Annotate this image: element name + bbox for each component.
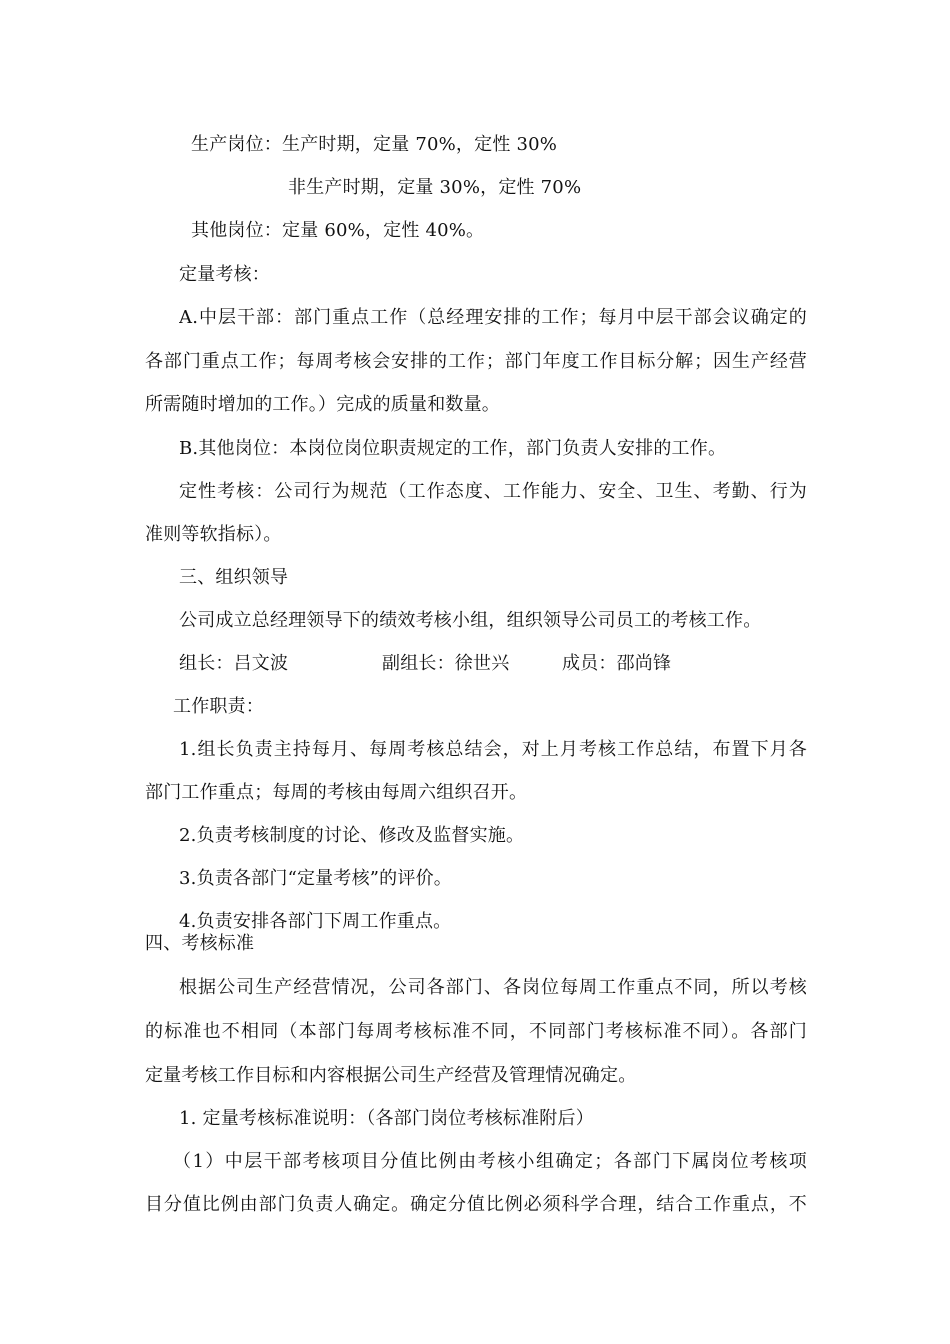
paragraph-line: 所需随时增加的工作。）完成的质量和数量。 <box>145 394 500 415</box>
paragraph-line: 定量考核工作目标和内容根据公司生产经营及管理情况确定。 <box>145 1065 637 1086</box>
section-heading: 四、考核标准 <box>145 933 255 954</box>
section-heading: 三、组织领导 <box>179 567 289 588</box>
paragraph-line: 部门工作重点；每周的考核由每周六组织召开。 <box>145 782 528 803</box>
paragraph-line: 的标准也不相同（本部门每周考核标准不同，不同部门考核标准不同）。各部门 <box>145 1021 807 1042</box>
other-post-ratio: 其他岗位：定量 60%，定性 40%。 <box>191 220 485 241</box>
duties-heading: 工作职责： <box>173 696 264 717</box>
subsection-heading: 1. 定量考核标准说明：（各部门岗位考核标准附后） <box>179 1108 594 1129</box>
non-production-ratio: 非生产时期，定量 30%，定性 70% <box>288 177 582 198</box>
production-post-ratio: 生产岗位：生产时期，定量 70%，定性 30% <box>191 134 558 155</box>
team-leader: 组长：吕文波 <box>179 653 289 674</box>
duty-item: 2.负责考核制度的讨论、修改及监督实施。 <box>179 825 525 846</box>
team-member: 成员：邵尚锋 <box>562 653 672 674</box>
paragraph-line: 公司成立总经理领导下的绩效考核小组，组织领导公司员工的考核工作。 <box>179 610 762 631</box>
paragraph-line: B.其他岗位：本岗位岗位职责规定的工作，部门负责人安排的工作。 <box>179 438 727 459</box>
duty-item: 3.负责各部门“定量考核”的评价。 <box>179 868 452 889</box>
quantitative-heading: 定量考核： <box>179 264 270 285</box>
paragraph-line: 1.组长负责主持每月、每周考核总结会，对上月考核工作总结，布置下月各 <box>179 739 807 760</box>
paragraph-line: A.中层干部：部门重点工作（总经理安排的工作；每月中层干部会议确定的 <box>179 307 807 328</box>
paragraph-line: （1）中层干部考核项目分值比例由考核小组确定；各部门下属岗位考核项 <box>173 1151 807 1172</box>
paragraph-line: 目分值比例由部门负责人确定。确定分值比例必须科学合理，结合工作重点，不 <box>145 1194 807 1215</box>
paragraph-line: 根据公司生产经营情况，公司各部门、各岗位每周工作重点不同，所以考核 <box>179 977 807 998</box>
paragraph-line: 各部门重点工作；每周考核会安排的工作；部门年度工作目标分解；因生产经营 <box>145 351 807 372</box>
paragraph-line: 定性考核：公司行为规范（工作态度、工作能力、安全、卫生、考勤、行为 <box>179 481 807 502</box>
paragraph-line: 准则等软指标）。 <box>145 524 282 545</box>
team-deputy: 副组长：徐世兴 <box>382 653 510 674</box>
duty-item: 4.负责安排各部门下周工作重点。 <box>179 911 452 932</box>
